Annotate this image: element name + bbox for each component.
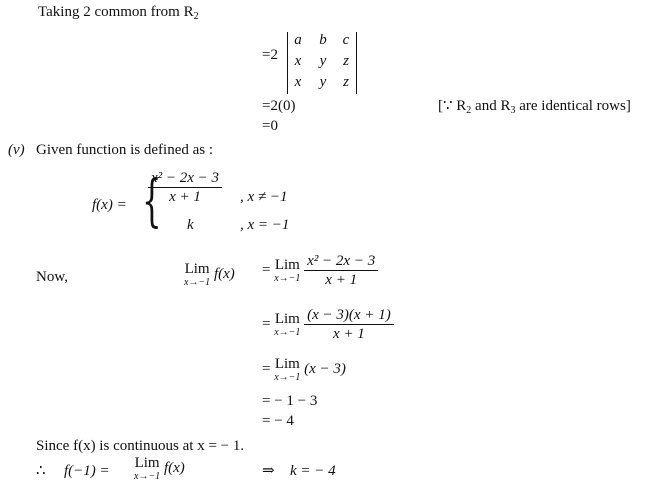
limit-lhs: Lim x→−1 f(x) [184,261,235,288]
det-cell: c [342,32,350,48]
final-lhs: f(−1) = [64,463,110,479]
eq-zero: =0 [262,118,278,134]
fdef-cond1: , x ≠ −1 [240,189,288,205]
eq-two-zero: =2(0) [262,98,296,114]
fdef-fraction: $\frac{\text{x² − 2x − 3}}{x + 1}$ [148,169,222,206]
det-right-bar [356,32,357,94]
final-limit: Lim x→−1 f(x) [134,455,185,482]
final-result: k = − 4 [290,463,336,479]
continuity-statement: Since f(x) is continuous at x = − 1. [36,438,245,454]
limit-step4: = − 1 − 3 [262,393,318,409]
fdef-cond2: , x = −1 [240,217,290,233]
det-cell: b [319,32,327,48]
determinant [287,32,367,94]
left-brace: { [142,169,162,234]
limit-step3: = Lim x→−1 (x − 3) [262,356,346,383]
det-cell: y [319,74,327,90]
det-cell: a [294,32,302,48]
det-cell: z [343,74,349,90]
limit-step2: = Lim x→−1 $\frac{(x - 3)(x + 1)}{x + 1}$ [262,306,394,343]
fdef-lhs: f(x) = [92,197,127,213]
fdef-k: k [187,217,194,233]
implies-symbol: ⇒ [262,463,275,479]
part-label: (v) [8,142,25,158]
det-left-bar [287,32,288,94]
limit-step1: = Lim x→−1 $\frac{\text{x² − 2x − 3}}{x + 1}$ [262,252,378,289]
identical-rows-note: [∵ $R_2$ and $R_3$ are identical rows] [438,98,631,116]
det-cell: z [343,53,349,69]
given-text: Given function is defined as : [36,142,214,158]
det-prefix: =2 [262,47,278,63]
det-cell: x [294,53,302,69]
limit-step5: = − 4 [262,413,294,429]
det-cell: x [294,74,302,90]
statement-taking-common: Taking 2 common from $R_2$ [38,4,199,22]
therefore-symbol: ∴ [36,463,46,479]
now-text: Now, [36,269,68,285]
det-cell: y [319,53,327,69]
